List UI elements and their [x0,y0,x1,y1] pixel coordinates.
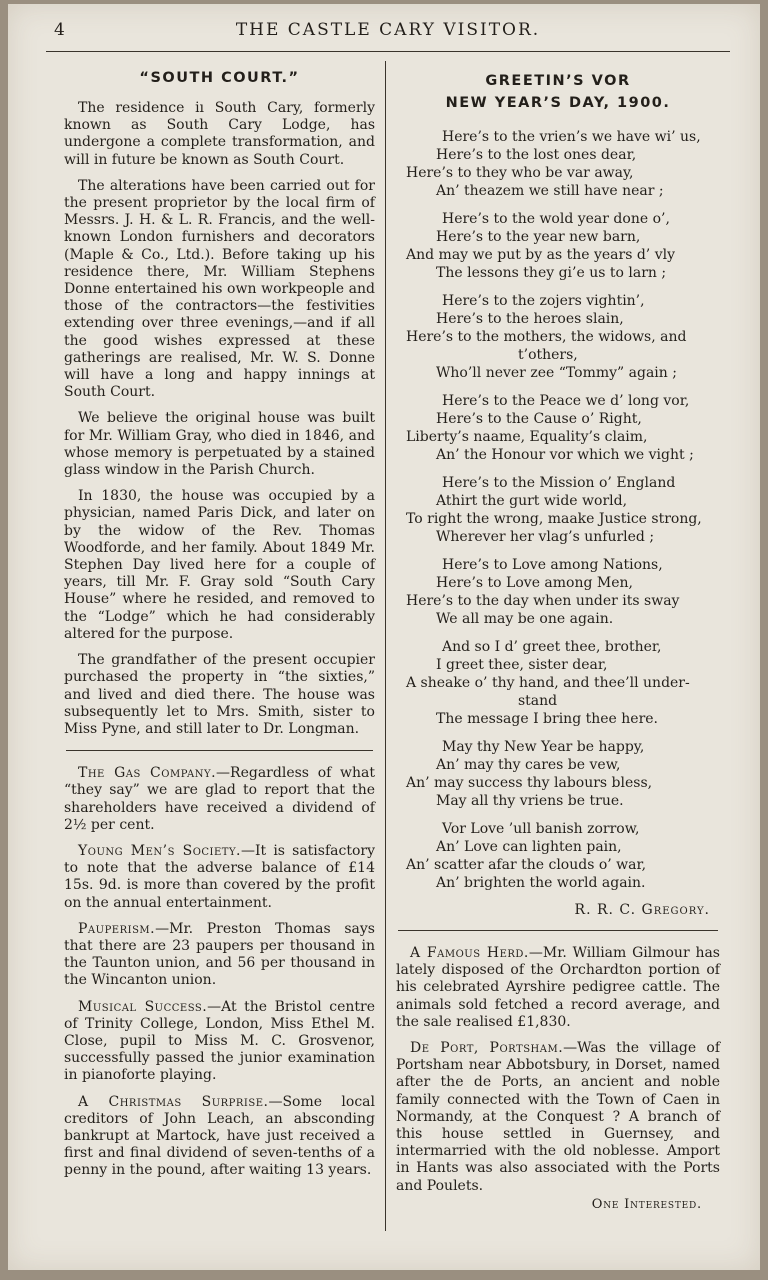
poem-line: An’ theazem we still have near ; [436,183,664,199]
poem-line: An’ the Honour vor which we vight ; [436,447,694,463]
poem-line: May all thy vriens be true. [436,793,624,809]
note-text: —Mr. William Gilmour has lately disposed of the Orchardton portion of his celebrated Ayrshire pedigree cattle. The animals sold fetched a record average, and the sale realised £1,830. [396,945,720,1030]
poem-stanza [396,128,720,200]
header-rule [46,51,730,52]
note-heading: Musical Success. [78,998,208,1015]
note-text: —At the Bristol centre of Trinity College, London, Miss Ethel M. Close, pupil to Miss M. C. Grosvenor, successfully passed the junior examination in pianoforte playing. [64,998,375,1084]
news-note-christmas-surprise [64,1094,375,1180]
note-heading: Pauperism. [78,920,156,937]
note-heading: The Gas Company. [78,765,217,782]
note-text: —Was the village of Portsham near Abbotsbury, in Dorset, named after the de Ports, an ancient and noble family connected with the Town of Caen in Normandy, at the Conquest ? A branch of this house settled in Guernsey, and intermarried with the old noblesse. Amport in Hants was also associated with the Ports and Poulets. [396,1040,720,1194]
news-note-musical-success [64,999,375,1085]
note-text: —Regardless of what “they say” we are glad to report that the shareholders have received a dividend of 2½ per cent. [64,765,375,833]
poem-stanza [396,820,720,892]
poem-line: Here’s to the zojers vightin’, [442,293,645,309]
poem-line: I greet thee, sister dear, [436,657,608,673]
poem-line: t’others, [518,347,578,363]
news-note-gas-company [64,765,375,834]
section-rule [66,750,373,751]
poem-line: To right the wrong, maake Justice strong, [406,511,702,527]
poem-line: Here’s to Love among Nations, [442,557,663,573]
poem-line: Here’s to the vrien’s we have wi’ us, [442,129,701,145]
poem-stanza [396,392,720,464]
note-text: —Mr. Preston Thomas says that there are 23 paupers per thousand in the Taunton union, and 56 per thousand in the Wincanton union. [64,920,375,989]
right-column [396,66,720,1212]
poem-line: Who’ll never zee “Tommy” again ; [436,365,677,381]
poem-line: Here’s to the Cause o’ Right, [436,411,642,427]
poem-line: The lessons they gi’e us to larn ; [436,265,667,281]
note-signoff: One Interested. [591,1196,702,1212]
note-heading: De Port, Portsham. [410,1040,564,1057]
page-header [48,18,728,44]
note-heading: A Christmas Surprise. [78,1093,269,1110]
poem-stanza [396,292,720,382]
poem-stanza [396,210,720,282]
poem-line: stand [518,693,558,709]
poem-line: A sheake o’ thy hand, and thee’ll under- [406,675,690,691]
poem-stanza [396,738,720,810]
poem-line: Here’s to they who be var away, [406,165,634,181]
poem-line: An’ scatter afar the clouds o’ war, [406,857,647,873]
poem-line: Wherever her vlag’s unfurled ; [436,529,655,545]
south-court-paragraph: The residence iı South Cary, formerly known as South Cary Lodge, has undergone a complete transformation, and will in future be known as South Court. [64,100,375,168]
note-text: —It is satisfactory to note that the adverse balance of £14 15s. 9d. is more than covered by the profit on the annual entertainment. [64,842,375,911]
poem-line: And may we put by as the years d’ vly [406,247,676,263]
south-court-paragraph: The alterations have been carried out for the present proprietor by the local firm of Messrs. J. H. & L. R. Francis, and the well-known London furnishers and decorators (Maple & Co., Ltd.). Before taking up his residence there, Mr. William Stephens Donne entertained his own workpeople and those of the contractors—the festivities extending over three evenings,—and if all the good wishes expressed at these gatherings are realised, Mr. W. S. Donne will have a long and happy innings at South Court. [64,177,375,401]
poem-line: Here’s to Love among Men, [436,575,633,591]
poem-line: Here’s to the year new barn, [436,229,641,245]
note-text: —Some local creditors of John Leach, an absconding bankrupt at Martock, have just received a first and final dividend of seven-tenths of a penny in the pound, after waiting 13 years. [64,1093,375,1179]
south-court-paragraph: In 1830, the house was occupied by a physician, named Paris Dick, and later on by the widow of the Rev. Thomas Woodforde, and her family. About 1849 Mr. Stephen Day lived here for a couple of years, till Mr. F. Gray sold “South Cary House” where he resided, and removed to the “Lodge” which he had considerably altered for the purpose. [64,488,375,642]
poem-line: Here’s to the Peace we d’ long vor, [442,393,690,409]
poem-line: Liberty’s naame, Equality’s claim, [406,429,648,445]
poem-line: Here’s to the wold year done o’, [442,211,670,227]
poem-line: Here’s to the mothers, the widows, and [406,329,687,345]
poem-line: The message I bring thee here. [436,711,658,727]
section-rule [398,930,718,931]
poem-title-line: NEW YEAR’S DAY, 1900. [445,95,671,111]
poem-line: Vor Love ’ull banish zorrow, [442,821,640,837]
poem-line: An’ may thy cares be vew, [436,757,621,773]
poem-stanza [396,474,720,546]
note-heading: A Famous Herd. [410,945,529,961]
poem-stanza [396,556,720,628]
poem-stanza [396,638,720,728]
poem-line: Athirt the gurt wide world, [436,493,628,509]
column-divider [385,61,386,1231]
left-column [64,66,375,1189]
note-heading: Young Men’s Society. [78,842,242,859]
news-note-famous-herd [396,945,720,1031]
poem-line: Here’s to the Mission o’ England [442,475,676,491]
poem-line: And so I d’ greet thee, brother, [442,639,662,655]
poem-title-line: GREETIN’S VOR [485,73,631,89]
poem-line: An’ Love can lighten pain, [436,839,622,855]
south-court-paragraph: We believe the original house was built for Mr. William Gray, who died in 1846, and whose memory is perpetuated by a stained glass window in the Parish Church. [64,410,375,479]
poem-line: An’ may success thy labours bless, [406,775,653,791]
poem-title [396,70,720,114]
poem-line: May thy New Year be happy, [442,739,645,755]
poem-line: Here’s to the lost ones dear, [436,147,637,163]
news-note-pauperism [64,921,375,990]
poem-line: An’ brighten the world again. [436,875,646,891]
poem-line: Here’s to the heroes slain, [436,311,624,327]
newspaper-page [8,4,760,1270]
news-note-young-mens-society [64,843,375,912]
page-number: 4 [54,20,65,40]
poem-line: Here’s to the day when under its sway [406,593,680,609]
south-court-title: “SOUTH COURT.” [139,70,300,86]
journal-title: THE CASTLE CARY VISITOR. [235,20,541,40]
south-court-paragraph: The grandfather of the present occupier purchased the property in “the sixties,” and lived and died there. The house was subsequently let to Mrs. Smith, sister to Miss Pyne, and still later to Dr. Longman. [64,652,375,737]
poem-signature: R. R. C. Gregory. [574,902,710,918]
news-note-de-port [396,1040,720,1195]
poem-line: We all may be one again. [436,611,614,627]
